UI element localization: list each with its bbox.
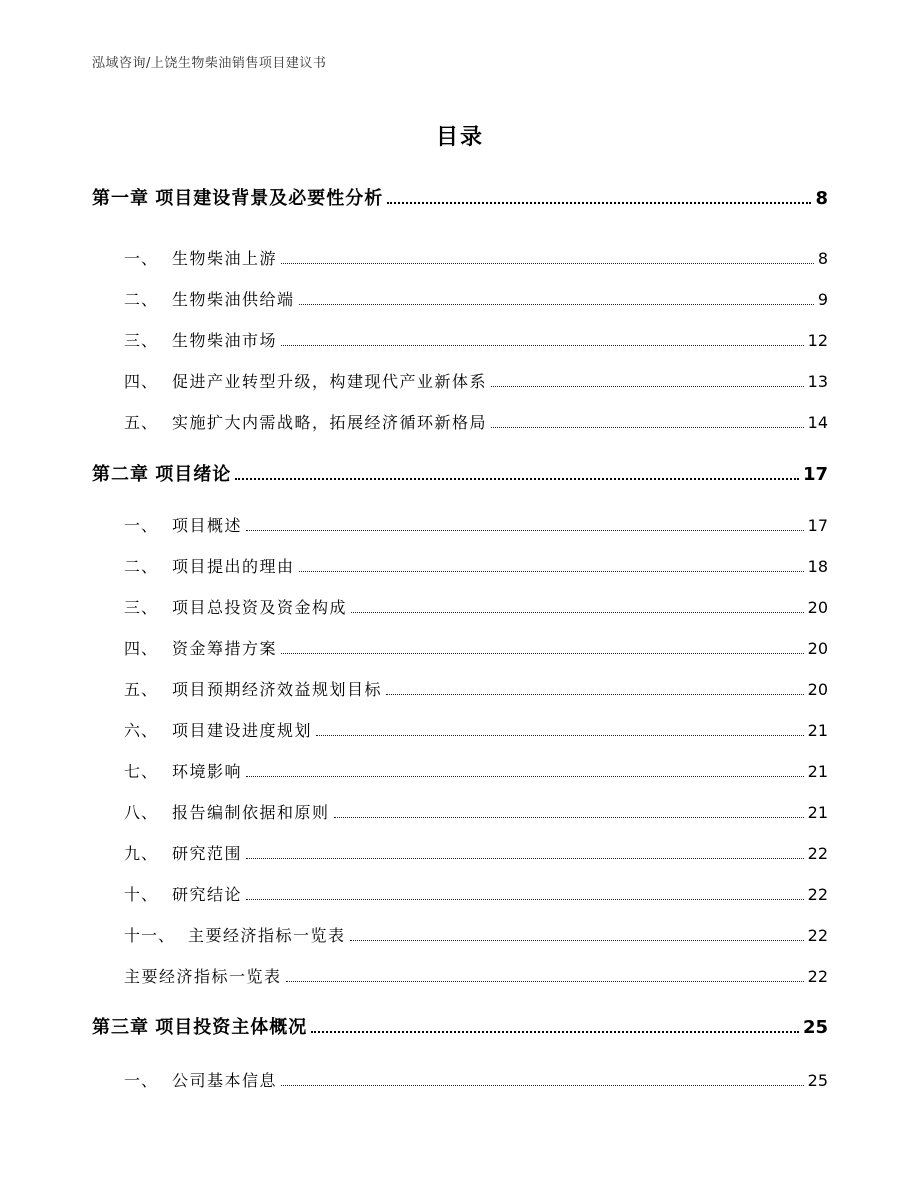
page-number: 22 (807, 844, 828, 863)
section-number: 一、 (124, 1071, 159, 1090)
section-number: 七、 (124, 762, 159, 781)
dot-leader (491, 427, 804, 428)
dot-leader (281, 263, 814, 264)
dot-leader (316, 735, 804, 736)
section-title: 研究结论 (172, 885, 243, 904)
toc-section[interactable] (92, 287, 828, 311)
dot-leader (246, 776, 804, 777)
dot-leader (387, 202, 811, 204)
section-title: 生物柴油供给端 (172, 290, 295, 309)
dot-leader (351, 612, 804, 613)
dot-leader (286, 981, 804, 982)
page-number: 8 (815, 188, 828, 209)
dot-leader (299, 304, 814, 305)
toc-section[interactable] (92, 718, 828, 742)
section-title: 生物柴油上游 (172, 249, 278, 268)
dot-leader (334, 817, 804, 818)
toc-section[interactable] (92, 369, 828, 393)
page-number: 22 (807, 967, 828, 986)
section-title: 项目建设进度规划 (172, 721, 313, 740)
section-title: 生物柴油市场 (172, 331, 278, 350)
section-number: 一、 (124, 516, 159, 535)
section-number: 四、 (124, 639, 159, 658)
section-number: 五、 (124, 413, 159, 432)
section-title: 项目预期经济效益规划目标 (172, 680, 383, 699)
chapter-title: 项目绪论 (155, 464, 232, 485)
dot-leader (311, 1031, 799, 1033)
section-title: 项目概述 (172, 516, 243, 535)
section-number: 十一、 (124, 926, 176, 945)
section-number: 三、 (124, 331, 159, 350)
dot-leader (299, 571, 804, 572)
page-number: 9 (817, 290, 828, 309)
toc-section[interactable] (92, 759, 828, 783)
section-title: 研究范围 (172, 844, 243, 863)
section-title: 主要经济指标一览表 (124, 967, 282, 986)
toc-section[interactable] (92, 677, 828, 701)
section-title: 实施扩大内需战略，拓展经济循环新格局 (172, 413, 488, 432)
section-number: 一、 (124, 249, 159, 268)
section-number: 六、 (124, 721, 159, 740)
toc-chapter-3[interactable] (92, 1013, 828, 1041)
section-title: 环境影响 (172, 762, 243, 781)
section-title: 公司基本信息 (172, 1071, 278, 1090)
toc-section[interactable] (92, 1068, 828, 1092)
dot-leader (281, 345, 804, 346)
page-number: 25 (802, 1017, 828, 1038)
dot-leader (235, 478, 799, 480)
chapter-title: 项目建设背景及必要性分析 (155, 188, 384, 209)
toc-section[interactable] (92, 636, 828, 660)
toc-section[interactable] (92, 410, 828, 434)
document-header: 泓域咨询/上饶生物柴油销售项目建议书 (92, 56, 327, 71)
toc-section[interactable] (92, 800, 828, 824)
toc-section[interactable] (92, 923, 828, 947)
dot-leader (281, 1085, 804, 1086)
dot-leader (281, 653, 804, 654)
page-number: 17 (807, 516, 828, 535)
page-number: 13 (807, 372, 828, 391)
dot-leader (491, 386, 804, 387)
toc-section[interactable] (92, 595, 828, 619)
section-number: 二、 (124, 290, 159, 309)
section-title: 项目提出的理由 (172, 557, 295, 576)
toc-section[interactable] (92, 841, 828, 865)
page-number: 21 (807, 803, 828, 822)
toc-chapter-2[interactable] (92, 460, 828, 488)
dot-leader (350, 940, 804, 941)
page-number: 21 (807, 762, 828, 781)
section-number: 四、 (124, 372, 159, 391)
section-title: 主要经济指标一览表 (188, 926, 346, 945)
section-number: 八、 (124, 803, 159, 822)
toc-section[interactable] (92, 513, 828, 537)
toc-section[interactable] (92, 964, 828, 988)
chapter-number: 第一章 (92, 188, 149, 209)
toc-section[interactable] (92, 246, 828, 270)
toc-title: 目录 (435, 125, 484, 150)
section-number: 十、 (124, 885, 159, 904)
section-title: 项目总投资及资金构成 (172, 598, 348, 617)
section-number: 九、 (124, 844, 159, 863)
page-number: 21 (807, 721, 828, 740)
section-number: 五、 (124, 680, 159, 699)
page-number: 12 (807, 331, 828, 350)
section-title: 促进产业转型升级，构建现代产业新体系 (172, 372, 488, 391)
page-number: 17 (802, 464, 828, 485)
section-number: 二、 (124, 557, 159, 576)
section-title: 报告编制依据和原则 (172, 803, 330, 822)
page-number: 20 (807, 680, 828, 699)
page-number: 20 (807, 639, 828, 658)
section-title: 资金筹措方案 (172, 639, 278, 658)
page-number: 14 (807, 413, 828, 432)
chapter-number: 第二章 (92, 464, 149, 485)
dot-leader (246, 899, 804, 900)
chapter-title: 项目投资主体概况 (155, 1017, 308, 1038)
page-number: 20 (807, 598, 828, 617)
section-number: 三、 (124, 598, 159, 617)
toc-section[interactable] (92, 882, 828, 906)
chapter-number: 第三章 (92, 1017, 149, 1038)
page-number: 22 (807, 926, 828, 945)
page-number: 18 (807, 557, 828, 576)
dot-leader (246, 858, 804, 859)
toc-section[interactable] (92, 328, 828, 352)
toc-chapter-1[interactable] (92, 184, 828, 212)
page-number: 22 (807, 885, 828, 904)
page-number: 25 (807, 1071, 828, 1090)
dot-leader (386, 694, 804, 695)
page-number: 8 (817, 249, 828, 268)
toc-section[interactable] (92, 554, 828, 578)
dot-leader (246, 530, 804, 531)
